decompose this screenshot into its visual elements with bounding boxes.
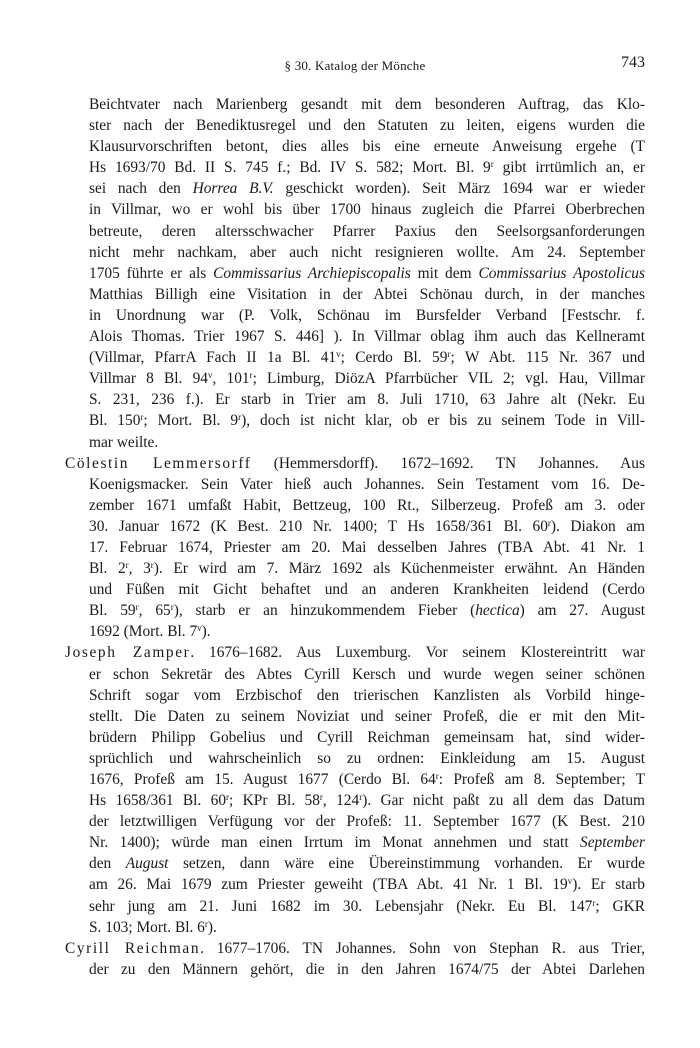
entry-text: (Hemmersdorff). 1672–1692. TN Johannes. Aus [251,454,645,472]
catalog-text [65,94,645,980]
catalog-entry [65,453,645,643]
text-line [65,453,645,474]
text-line: mar weilte. [89,433,159,451]
text-line: 1676, Profeß am 15. August 1677 (Cerdo Bl. 64$^r$: Profeß am 8. September; T [89,771,645,788]
text-line: Hs 1693/70 Bd. II S. 745 f.; Bd. IV S. 582; Mort. Bl. 9$^r$ gibt irrtümlich an, er [89,159,645,177]
text-line: Alois Thomas. Trier 1967 S. 446] ). In Villmar oblag ihm auch das Kellneramt [89,328,645,346]
text-line: Beichtvater nach Marienberg gesandt mit dem besonderen Auftrag, das Klo- [89,96,645,113]
text-line: Hs 1658/361 Bl. 60$^r$; KPr Bl. 58$^r$, 124$^r$). Gar nicht paßt zu all dem das Datum [89,792,646,810]
text-line: Bl. 150$^r$; Mort. Bl. 9$^r$), doch ist nicht klar, ob er bis zu seinem Tode in Vill- [89,412,645,430]
text-line: zember 1671 umfaßt Habit, Bettzeug, 100 Rt., Silberzeug. Profeß am 3. oder [89,496,645,514]
catalog-entry [65,938,645,980]
page-number: 743 [621,54,645,71]
text-line: er schon Sekretär des Abtes Cyrill Kersch und wurde wegen seiner schönen [89,665,645,683]
text-line: sei nach den Horrea B.V. geschickt worden). Seit März 1694 war er wieder [89,180,645,198]
text-line: brüdern Philipp Gobelius und Cyrill Reichman gemeinsam hat, sind wider- [89,728,645,746]
text-line: betreute, deren altersschwacher Pfarrer Paxius den Seelsorgsanforderungen [89,222,645,240]
text-line: der zu den Männern gehört, die in den Jahren 1674/75 der Abtei Darlehen [89,960,645,978]
text-line [65,642,645,663]
monk-name: Joseph Zamper [65,644,191,662]
text-line: sprüchlich und wahrscheinlich so zu ordnen: Einkleidung am 15. August [89,749,645,767]
text-line: und Füßen mit Gicht behaftet und an anderen Krankheiten leidend (Cerdo [89,581,645,599]
catalog-entry [65,94,645,453]
text-line: am 26. Mai 1679 zum Priester geweiht (TBA Abt. 41 Nr. 1 Bl. 19$^v$). Er starb [89,876,645,894]
text-line: 17. Februar 1674, Priester am 20. Mai desselben Jahres (TBA Abt. 41 Nr. 1 [89,538,645,556]
text-line: Klausurvorschriften betont, dies alles bis eine erneute Anweisung ergehe (T [89,138,645,156]
text-line: stellt. Die Daten zu seinem Noviziat und seiner Profeß, die er mit den Mit- [89,707,645,725]
text-line: Matthias Billigh eine Visitation in der Abtei Schönau durch, in der manches [89,285,645,303]
running-head: § 30. Katalog der Mönche [284,58,426,73]
entry-text: . 1676–1682. Aus Luxemburg. Vor seinem Klostereintritt war [190,644,646,662]
text-line: (Villmar, PfarrA Fach II 1a Bl. 41$^v$; Cerdo Bl. 59$^r$; W Abt. 115 Nr. 367 und [89,349,645,367]
text-line: 30. Januar 1672 (K Best. 210 Nr. 1400; T Hs 1658/361 Bl. 60$^r$). Diakon am [89,517,646,535]
text-line: S. 103; Mort. Bl. 6$^r$). [89,918,217,936]
text-line: S. 231, 236 f.). Er starb in Trier am 8. Juli 1710, 63 Jahre alt (Nekr. Eu [89,391,645,409]
entry-text: . 1677–1706. TN Johannes. Sohn von Stephan R. aus Trier, [200,939,645,957]
text-line [65,938,645,959]
text-line: 1705 führte er als Commissarius Archiepiscopalis mit dem Commissarius Apostolicus [89,264,645,282]
catalog-entry [65,642,645,937]
text-line: ster nach der Benediktusregel und den Statuten zu leiten, eigens wurden die [89,117,645,135]
text-line: den August setzen, dann wäre eine Übereinstimmung vorhanden. Er wurde [89,855,645,873]
text-line: 1692 (Mort. Bl. 7$^v$). [89,623,211,641]
text-line: in Villmar, wo er wohl bis über 1700 hinaus zugleich die Pfarrei Oberbrechen [89,201,645,219]
monk-name: Cölestin Lemmersorff [65,454,252,472]
page-header [65,54,645,76]
text-line: Koenigsmacker. Sein Vater hieß auch Johannes. Sein Testament vom 16. De- [89,475,645,493]
text-line: in Unordnung war (P. Volk, Schönau im Bursfelder Verband [Festschr. f. [89,306,645,324]
monk-name: Cyrill Reichman [65,939,201,957]
text-line: der letztwilligen Verfügung vor der Profeß: 11. September 1677 (K Best. 210 [89,813,645,831]
text-line: Schrift sogar vom Erzbischof den trierischen Kanzlisten als Vorbild hinge- [89,686,645,704]
text-line: Bl. 2$^r$, 3$^r$). Er wird am 7. März 1692 als Küchenmeister erwähnt. An Händen [89,560,645,578]
text-line: Nr. 1400); würde man einen Irrtum im Monat annehmen und statt September [89,834,645,852]
text-line: Villmar 8 Bl. 94$^v$, 101$^r$; Limburg, DiözA Pfarrbücher VIL 2; vgl. Hau, Villmar [89,370,646,388]
text-line: nicht mehr nachkam, aber auch nicht resignieren wollte. Am 24. September [89,243,645,261]
text-line: Bl. 59$^r$, 65$^r$), starb er an hinzukommendem Fieber (hectica) am 27. August [89,602,645,620]
text-line: sehr jung am 21. Juni 1682 im 30. Lebensjahr (Nekr. Eu Bl. 147$^r$; GKR [89,897,645,915]
